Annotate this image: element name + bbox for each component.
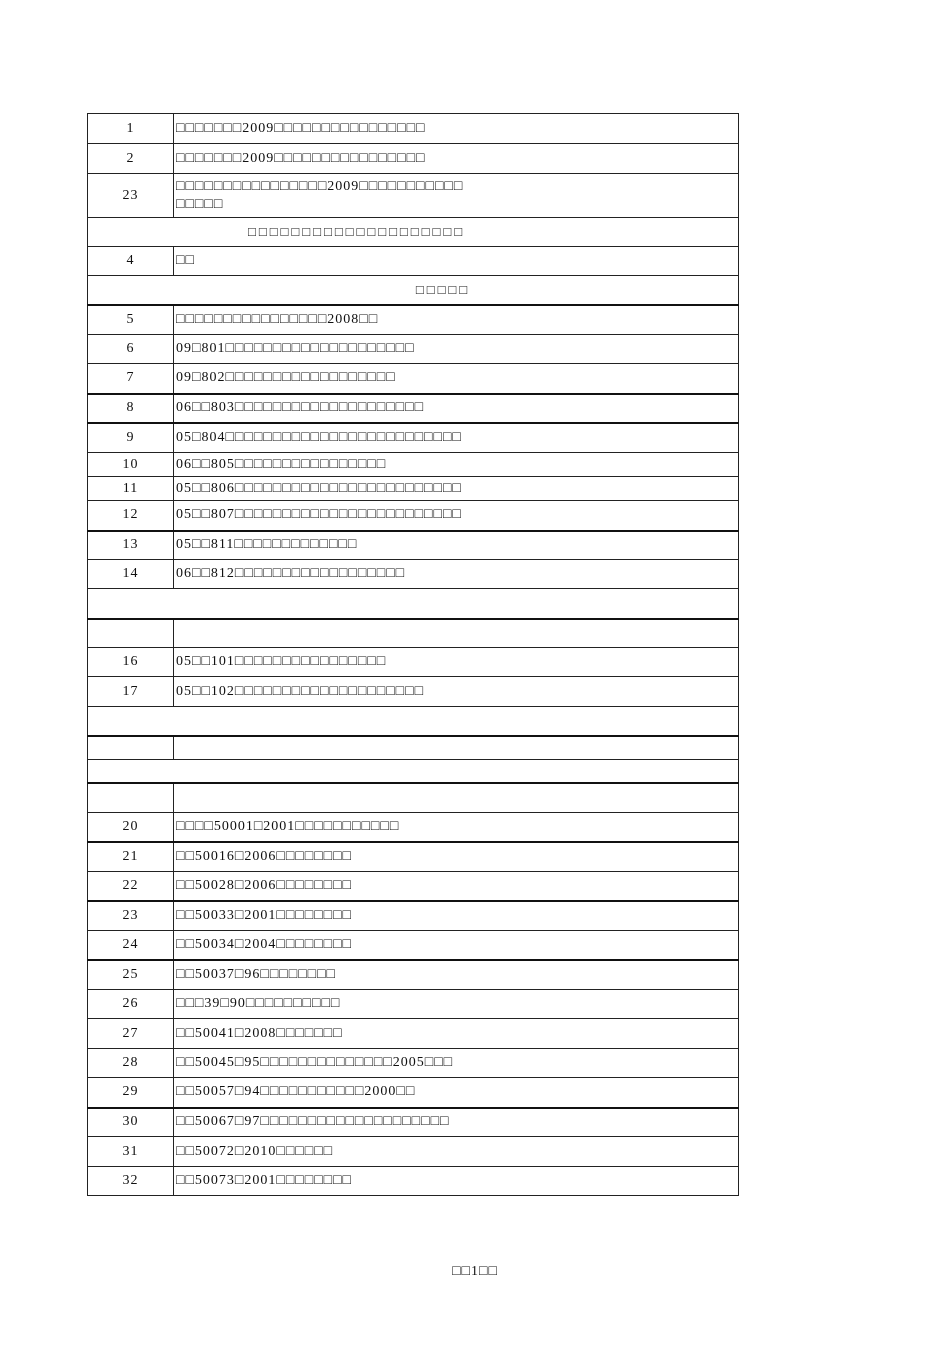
page-number: □□1□□ [452,1264,498,1279]
table-row [88,1167,739,1196]
table-row [88,1049,739,1078]
standard-title: 09□801□□□□□□□□□□□□□□□□□□□□ [174,335,739,364]
table-row [88,1019,739,1049]
standard-title: 05□□101□□□□□□□□□□□□□□□□ [174,648,739,677]
standard-title: □□□□□□□2009□□□□□□□□□□□□□□□□ [174,144,739,174]
row-number: 17 [88,677,174,707]
standard-title: □□50016□2006□□□□□□□□ [174,842,739,872]
table-row [88,842,739,872]
standard-title [174,619,739,648]
section-header-row [88,760,739,783]
table-row [88,736,739,760]
standard-title: 05□□806□□□□□□□□□□□□□□□□□□□□□□□□ [174,477,739,501]
row-number: 5 [88,305,174,335]
row-number: 6 [88,335,174,364]
standard-title: □□50045□95□□□□□□□□□□□□□□2005□□□ [174,1049,739,1078]
row-number: 29 [88,1078,174,1108]
standard-title [174,783,739,813]
row-number: 14 [88,560,174,589]
table-row [88,364,739,394]
standard-title: □□□□□□□□□□□□□□□□2009□□□□□□□□□□□□□□□□ [174,174,739,218]
row-number: 30 [88,1108,174,1137]
table-row [88,560,739,589]
standard-title: 06□□803□□□□□□□□□□□□□□□□□□□□ [174,394,739,423]
table-row [88,872,739,901]
standard-title: □□50072□2010□□□□□□ [174,1137,739,1167]
standard-title: □□□□□□□2009□□□□□□□□□□□□□□□□ [174,114,739,144]
table-row [88,1078,739,1108]
standard-title: □□50037□96□□□□□□□□ [174,960,739,990]
table-row [88,305,739,335]
row-number: 16 [88,648,174,677]
section-header [88,589,739,619]
row-number [88,783,174,813]
section-header: □□□□□ [88,276,739,305]
table-row [88,648,739,677]
standard-title: 06□□812□□□□□□□□□□□□□□□□□□ [174,560,739,589]
standard-title: □□□□□□□□□□□□□□□□2008□□ [174,305,739,335]
row-number: 8 [88,394,174,423]
standard-title: 05□□102□□□□□□□□□□□□□□□□□□□□ [174,677,739,707]
standard-title: □□50034□2004□□□□□□□□ [174,931,739,960]
section-header [88,707,739,736]
row-number: 24 [88,931,174,960]
row-number: 12 [88,501,174,531]
table-row [88,477,739,501]
standard-title: □□50028□2006□□□□□□□□ [174,872,739,901]
row-number: 20 [88,813,174,842]
section-header-row [88,589,739,619]
row-number: 10 [88,453,174,477]
table-row [88,335,739,364]
row-number: 7 [88,364,174,394]
row-number: 25 [88,960,174,990]
row-number: 23 [88,174,174,218]
table-row [88,1108,739,1137]
table-row [88,990,739,1019]
section-header-row [88,707,739,736]
standard-title: □□50033□2001□□□□□□□□ [174,901,739,931]
table-row [88,423,739,453]
row-number: 9 [88,423,174,453]
table-row [88,677,739,707]
table-row [88,931,739,960]
row-number: 21 [88,842,174,872]
section-header [88,760,739,783]
table-row [88,144,739,174]
table-row [88,114,739,144]
standard-title: □□□□50001□2001□□□□□□□□□□□ [174,813,739,842]
standards-table [87,113,739,1196]
row-number: 22 [88,872,174,901]
row-number: 13 [88,531,174,560]
standard-title: 09□802□□□□□□□□□□□□□□□□□□ [174,364,739,394]
row-number: 28 [88,1049,174,1078]
row-number: 1 [88,114,174,144]
row-number: 23 [88,901,174,931]
row-number [88,736,174,760]
table-row [88,813,739,842]
table-row [88,531,739,560]
standard-title: 05□804□□□□□□□□□□□□□□□□□□□□□□□□□ [174,423,739,453]
standard-title: 05□□807□□□□□□□□□□□□□□□□□□□□□□□□ [174,501,739,531]
table-row [88,453,739,477]
standard-title [174,736,739,760]
table-row [88,174,739,218]
section-header-row [88,276,739,305]
row-number [88,619,174,648]
standard-title: □□50057□94□□□□□□□□□□□2000□□ [174,1078,739,1108]
row-number: 27 [88,1019,174,1049]
section-header-row [88,218,739,247]
row-number: 31 [88,1137,174,1167]
standard-title: □□50041□2008□□□□□□□ [174,1019,739,1049]
standard-title: 05□□811□□□□□□□□□□□□□ [174,531,739,560]
row-number: 11 [88,477,174,501]
table-row [88,501,739,531]
row-number: 32 [88,1167,174,1196]
row-number: 26 [88,990,174,1019]
row-number: 4 [88,247,174,276]
standard-title: □□□39□90□□□□□□□□□□ [174,990,739,1019]
standard-title: □□50067□97□□□□□□□□□□□□□□□□□□□□ [174,1108,739,1137]
standard-title: □□ [174,247,739,276]
table-row [88,783,739,813]
table-row [88,247,739,276]
section-header: □□□□□□□□□□□□□□□□□□□□ [88,218,739,247]
table-row [88,619,739,648]
standard-title: □□50073□2001□□□□□□□□ [174,1167,739,1196]
table-row [88,1137,739,1167]
table-row [88,901,739,931]
standard-title: 06□□805□□□□□□□□□□□□□□□□ [174,453,739,477]
row-number: 2 [88,144,174,174]
table-row [88,394,739,423]
table-row [88,960,739,990]
